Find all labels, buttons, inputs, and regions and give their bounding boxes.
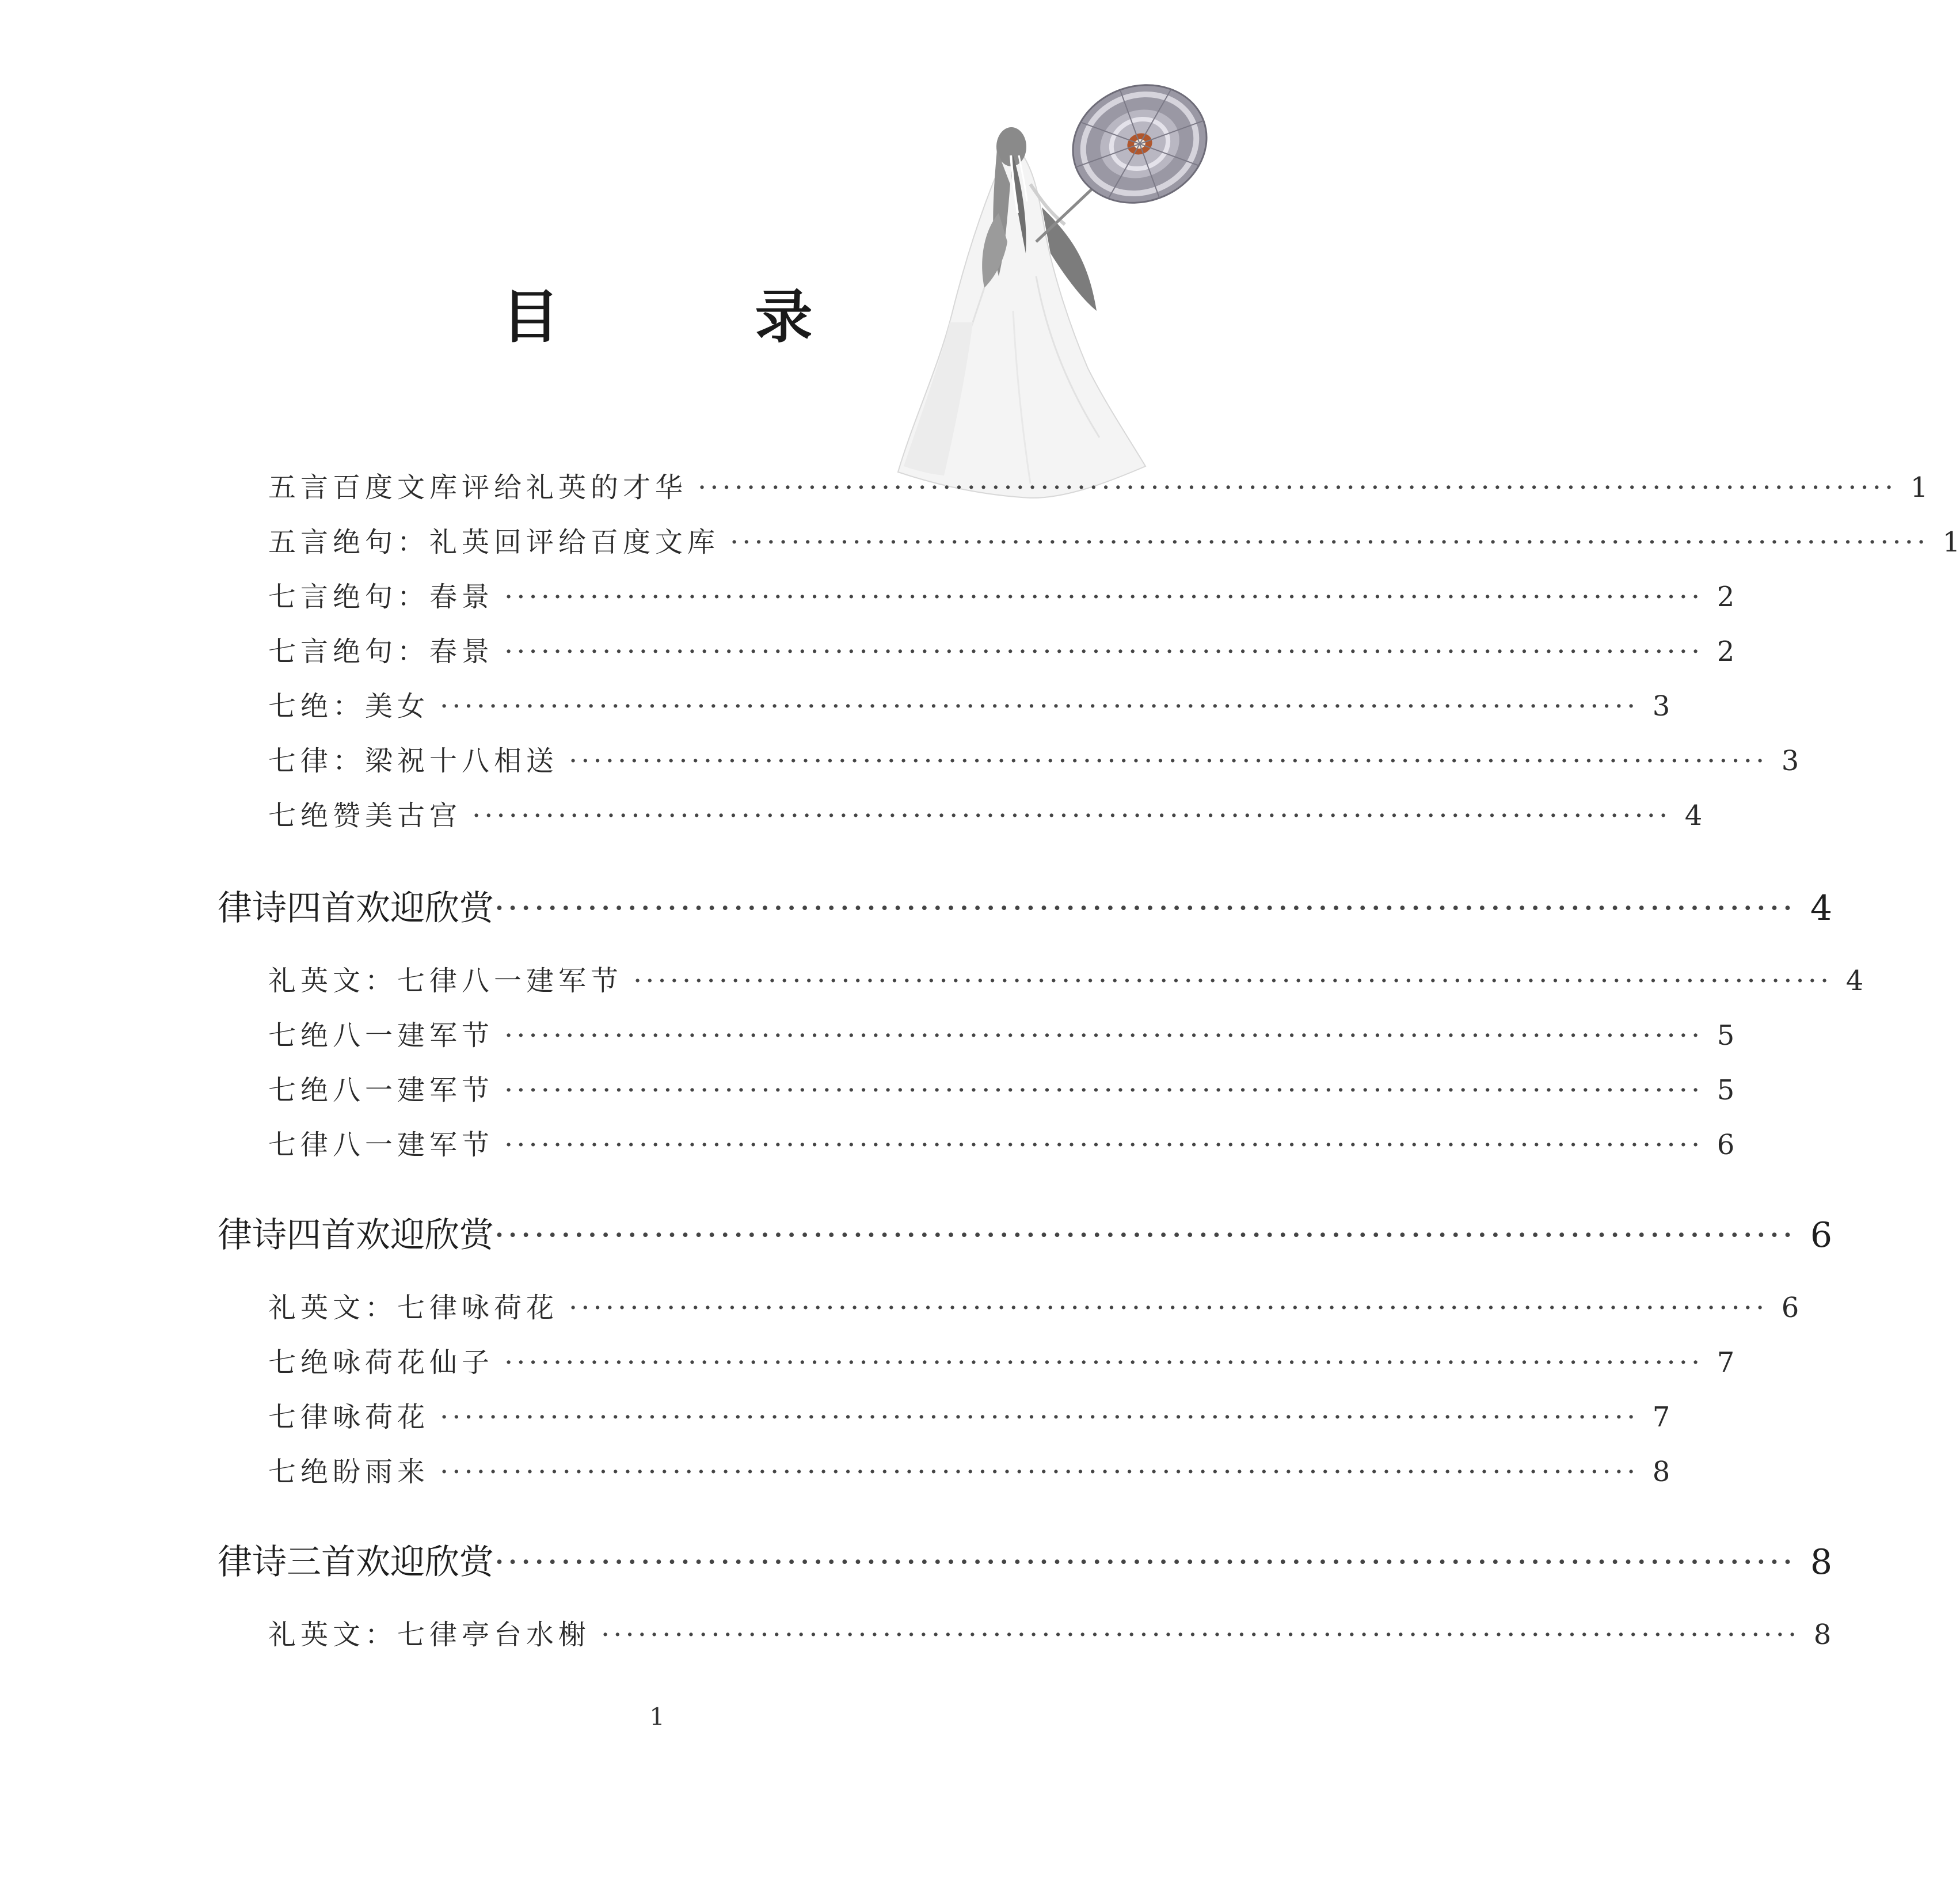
toc-entry-page: 6 <box>1781 1292 1799 1324</box>
toc-entry-title: 七绝赞美古宫 <box>268 800 462 832</box>
dot-leader: ·································································································· <box>504 1019 1704 1052</box>
toc-section[interactable] <box>218 881 1833 930</box>
toc-entry-page: 7 <box>1652 1401 1670 1433</box>
toc-entry[interactable] <box>268 520 1960 560</box>
toc-section-title: 律诗三首欢迎欣赏 <box>218 1542 494 1582</box>
toc-entry[interactable] <box>268 1612 1832 1652</box>
toc-entry[interactable] <box>268 1449 1670 1489</box>
toc-entry-title: 七律：梁祝十八相送 <box>268 745 559 777</box>
toc-entry-title: 七绝盼雨来 <box>268 1456 430 1488</box>
dot-leader: ·································································································· <box>504 581 1704 613</box>
toc-entry[interactable] <box>268 574 1735 614</box>
dot-leader: ·································································································· <box>504 1346 1704 1379</box>
dot-leader: ·································································································· <box>440 1456 1639 1488</box>
dot-leader: ·································································································· <box>440 1401 1639 1433</box>
toc-entry-title: 七绝八一建军节 <box>268 1074 494 1106</box>
toc-section[interactable] <box>218 1208 1833 1257</box>
toc-entry[interactable] <box>268 1340 1735 1380</box>
toc-entry-page: 6 <box>1717 1129 1735 1161</box>
toc-entry[interactable] <box>268 739 1799 778</box>
toc-entry[interactable] <box>268 1122 1735 1162</box>
toc-entry-page: 2 <box>1717 581 1735 613</box>
toc-entry[interactable] <box>268 629 1735 669</box>
page-number: 1 <box>649 1703 665 1731</box>
toc-entry-page: 1 <box>1910 471 1928 504</box>
toc-entry-title: 礼英文：七律咏荷花 <box>268 1292 559 1324</box>
dot-leader: ·································································································· <box>730 526 1929 558</box>
toc-section-title: 律诗四首欢迎欣赏 <box>218 1215 494 1255</box>
toc-entry[interactable] <box>268 958 1864 998</box>
toc-entry-title: 七律咏荷花 <box>268 1401 430 1433</box>
toc-section[interactable] <box>218 1535 1833 1584</box>
toc-entry-page: 2 <box>1717 635 1735 668</box>
dot-leader: ·································································································· <box>601 1619 1801 1651</box>
toc-section-title: 律诗四首欢迎欣赏 <box>218 888 494 928</box>
toc-entry[interactable] <box>268 793 1703 833</box>
toc-entry-title: 礼英文：七律八一建军节 <box>268 965 623 997</box>
toc-entry-page: 8 <box>1652 1456 1670 1488</box>
toc-entry-title: 礼英文：七律亭台水榭 <box>268 1619 591 1651</box>
toc-entry-title: 七绝八一建军节 <box>268 1019 494 1052</box>
toc-entry-page: 3 <box>1781 745 1799 777</box>
toc-entry-page: 4 <box>1684 800 1703 832</box>
toc-entry-title: 七言绝句：春景 <box>268 581 494 613</box>
dot-leader: ·································································································· <box>504 635 1704 668</box>
dot-leader: ·································································································· <box>440 690 1639 722</box>
toc-entry-title: 七言绝句：春景 <box>268 635 494 668</box>
toc-entry-page: 8 <box>1813 1619 1832 1651</box>
toc-entry[interactable] <box>268 1013 1735 1053</box>
toc-entry-page: 4 <box>1845 965 1864 997</box>
toc-entry-page: 5 <box>1717 1019 1735 1052</box>
toc-entry-title: 五言绝句：礼英回评给百度文库 <box>268 526 720 558</box>
toc-entry-title: 七绝：美女 <box>268 690 430 722</box>
page-title: 目 录 <box>501 283 882 351</box>
toc-entry[interactable] <box>268 1068 1735 1108</box>
toc-entry-title: 七绝咏荷花仙子 <box>268 1346 494 1379</box>
toc-section-page: 4 <box>1810 888 1833 928</box>
dot-leader: ·································································································· <box>504 1129 1704 1161</box>
toc-entry-page: 3 <box>1652 690 1670 722</box>
toc-entry-page: 1 <box>1942 526 1960 558</box>
toc-entry[interactable] <box>268 1285 1799 1325</box>
toc-section-page: 6 <box>1810 1215 1833 1255</box>
toc-entry-title: 七律八一建军节 <box>268 1129 494 1161</box>
dot-leader: ·································································································· <box>569 1292 1768 1324</box>
dot-leader: ·································································································· <box>504 1074 1704 1106</box>
dot-leader: ·································································································· <box>633 965 1833 997</box>
dot-leader: ·································································································· <box>472 800 1672 832</box>
dot-leader: ·································································································· <box>569 745 1768 777</box>
toc-section-page: 8 <box>1810 1542 1833 1582</box>
dot-leader: ·································································································· <box>494 888 1796 928</box>
toc-entry[interactable] <box>268 1395 1670 1434</box>
toc-entry-page: 5 <box>1717 1074 1735 1106</box>
toc-entry-page: 7 <box>1717 1346 1735 1379</box>
dot-leader: ·································································································· <box>698 471 1897 504</box>
toc-entry[interactable] <box>268 684 1670 724</box>
dot-leader: ·································································································· <box>494 1542 1796 1582</box>
toc-entry-title: 五言百度文库评给礼英的才华 <box>268 471 688 504</box>
toc-entry[interactable] <box>268 465 1928 505</box>
dot-leader: ·································································································· <box>494 1215 1796 1255</box>
